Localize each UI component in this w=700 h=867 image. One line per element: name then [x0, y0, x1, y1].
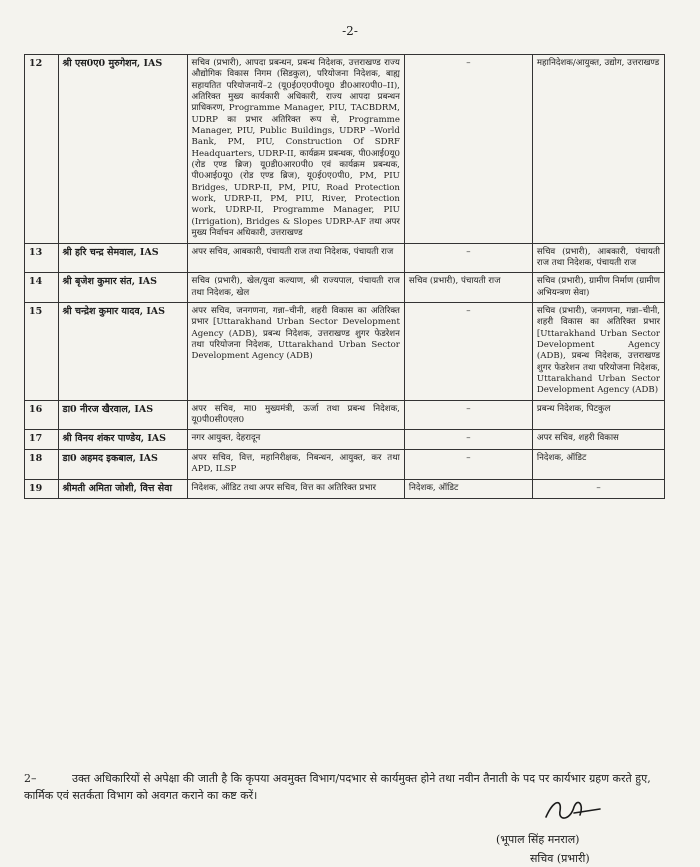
additional-charge-cell: निदेशक, ऑडिट	[404, 479, 532, 499]
serial-number-cell: 19	[25, 479, 59, 499]
new-posting-cell: निदेशक, ऑडिट	[532, 449, 664, 479]
new-posting-cell: महानिदेशक/आयुक्त, उद्योग, उत्तराखण्ड	[532, 55, 664, 244]
current-post-cell: अपर सचिव, वित्त, महानिरीक्षक, निबन्धन, आयुक्त, कर तथा APD, ILSP	[187, 449, 404, 479]
officer-name-cell: श्री विनय शंकर पाण्डेय, IAS	[58, 430, 187, 450]
new-posting-cell: –	[532, 479, 664, 499]
current-post-cell: सचिव (प्रभारी), खेल/युवा कल्याण, श्री राज्यपाल, पंचायती राज तथा निदेशक, खेल	[187, 273, 404, 303]
transfer-table-body	[25, 55, 665, 499]
current-post-cell: अपर सचिव, मा0 मुख्यमंत्री, ऊर्जा तथा प्रबन्ध निदेशक, यू0पी0सी0एल0	[187, 400, 404, 430]
additional-charge-cell: –	[404, 449, 532, 479]
officer-name-cell: डा0 अहमद इकबाल, IAS	[58, 449, 187, 479]
additional-charge-cell: –	[404, 430, 532, 450]
officer-name-cell: श्री एस0ए0 मुरुगेशन, IAS	[58, 55, 187, 244]
serial-number-cell: 12	[25, 55, 59, 244]
serial-number-cell: 13	[25, 243, 59, 273]
paragraph-number: 2–	[24, 772, 37, 785]
additional-charge-cell: सचिव (प्रभारी), पंचायती राज	[404, 273, 532, 303]
current-post-cell: अपर सचिव, जनगणना, गन्ना–चीनी, शहरी विकास का अतिरिक्त प्रभार [Uttarakhand Urban Sector Development Agency (ADB), प्रबन्ध निदेशक, उत्तराखण्ड शुगर फेडरेशन तथा परियोजना निदेशक, Uttarakhand Urban Sector Development Agency (ADB)	[187, 302, 404, 400]
handwritten-signature	[540, 795, 680, 825]
serial-number-cell: 15	[25, 302, 59, 400]
new-posting-cell: सचिव (प्रभारी), आबकारी, पंचायती राज तथा निदेशक, पंचायती राज	[532, 243, 664, 273]
new-posting-cell: अपर सचिव, शहरी विकास	[532, 430, 664, 450]
current-post-cell: नगर आयुक्त, देहरादून	[187, 430, 404, 450]
new-posting-cell: प्रबन्ध निदेशक, पिटकुल	[532, 400, 664, 430]
serial-number-cell: 17	[25, 430, 59, 450]
table-row	[25, 55, 665, 244]
additional-charge-cell: –	[404, 302, 532, 400]
signatory-name: (भूपाल सिंह मनराल)	[496, 833, 580, 846]
current-post-cell: अपर सचिव, आबकारी, पंचायती राज तथा निदेशक, पंचायती राज	[187, 243, 404, 273]
officer-name-cell: श्री बृजेश कुमार संत, IAS	[58, 273, 187, 303]
table-row	[25, 302, 665, 400]
new-posting-cell: सचिव (प्रभारी), ग्रामीण निर्माण (ग्रामीण अभियन्त्रण सेवा)	[532, 273, 664, 303]
transfer-table	[24, 54, 665, 499]
table-row	[25, 243, 665, 273]
additional-charge-cell: –	[404, 400, 532, 430]
officer-name-cell: श्री हरि चन्द्र सेमवाल, IAS	[58, 243, 187, 273]
table-row	[25, 430, 665, 450]
current-post-cell: निदेशक, ऑडिट तथा अपर सचिव, वित्त का अतिरिक्त प्रभार	[187, 479, 404, 499]
table-row	[25, 400, 665, 430]
table-row	[25, 479, 665, 499]
additional-charge-cell: –	[404, 243, 532, 273]
officer-name-cell: डा0 नीरज खैरवाल, IAS	[58, 400, 187, 430]
serial-number-cell: 14	[25, 273, 59, 303]
current-post-cell: सचिव (प्रभारी), आपदा प्रबन्धन, प्रबन्ध निदेशक, उत्तराखण्ड राज्य औद्योगिक विकास निगम (सिडकुल), परियोजना निदेशक, बाह्य सहायतित परियोजनायें–2 (यू0ई0ए0पी0यू0 डी0आर0पी0–II), अतिरिक्त मुख्य कार्यकारी अधिकारी, राज्य आपदा प्रबन्धन प्राधिकरण, Programme Manager, PIU, TACBDRM, UDRP का प्रभार अतिरिक्त रूप से, Programme Manager, PIU, Public Buildings, UDRP –World Bank, PM, PIU, Construction Of SDRF Headquarters, UDRP-II, कार्यक्रम प्रबन्धक, पी0आई0यू0 (रोड एण्ड ब्रिज) यू0डी0आर0पी0 एवं कार्यक्रम प्रबन्धक, पी0आई0यू0 (रोड एण्ड ब्रिज), यू0ई0ए0पी0, PM, PIU Bridges, UDRP-II, PM, PIU, Road Protection work, UDRP-II, PM, PIU, River, Protection work, UDRP-II, Programme Manager, PIU (Irrigation), Bridges & Slopes UDRP-AF तथा अपर मुख्य निर्वाचन अधिकारी, उत्तराखण्ड	[187, 55, 404, 244]
additional-charge-cell: –	[404, 55, 532, 244]
serial-number-cell: 18	[25, 449, 59, 479]
table-row	[25, 449, 665, 479]
table-row	[25, 273, 665, 303]
signatory-designation: सचिव (प्रभारी)	[530, 852, 590, 865]
officer-name-cell: श्रीमती अमिता जोशी, वित्त सेवा	[58, 479, 187, 499]
serial-number-cell: 16	[25, 400, 59, 430]
new-posting-cell: सचिव (प्रभारी), जनगणना, गन्ना–चीनी, शहरी विकास का अतिरिक्त प्रभार [Uttarakhand Urban Sector Development Agency (ADB), प्रबन्ध निदेशक, उत्तराखण्ड शुगर फेडरेशन तथा परियोजना निदेशक, Uttarakhand Urban Sector Development Agency (ADB)	[532, 302, 664, 400]
officer-name-cell: श्री चन्द्रेश कुमार यादव, IAS	[58, 302, 187, 400]
page-number: -2-	[342, 24, 358, 38]
paragraph-text: उक्त अधिकारियों से अपेक्षा की जाती है कि कृपया अवमुक्त विभाग/पदभार से कार्यमुक्त होने तथा नवीन तैनाती के पद पर कार्यभार ग्रहण करते हुए, कार्मिक एवं सतर्कता विभाग को अवगत कराने का कष्ट करें।	[24, 772, 651, 803]
